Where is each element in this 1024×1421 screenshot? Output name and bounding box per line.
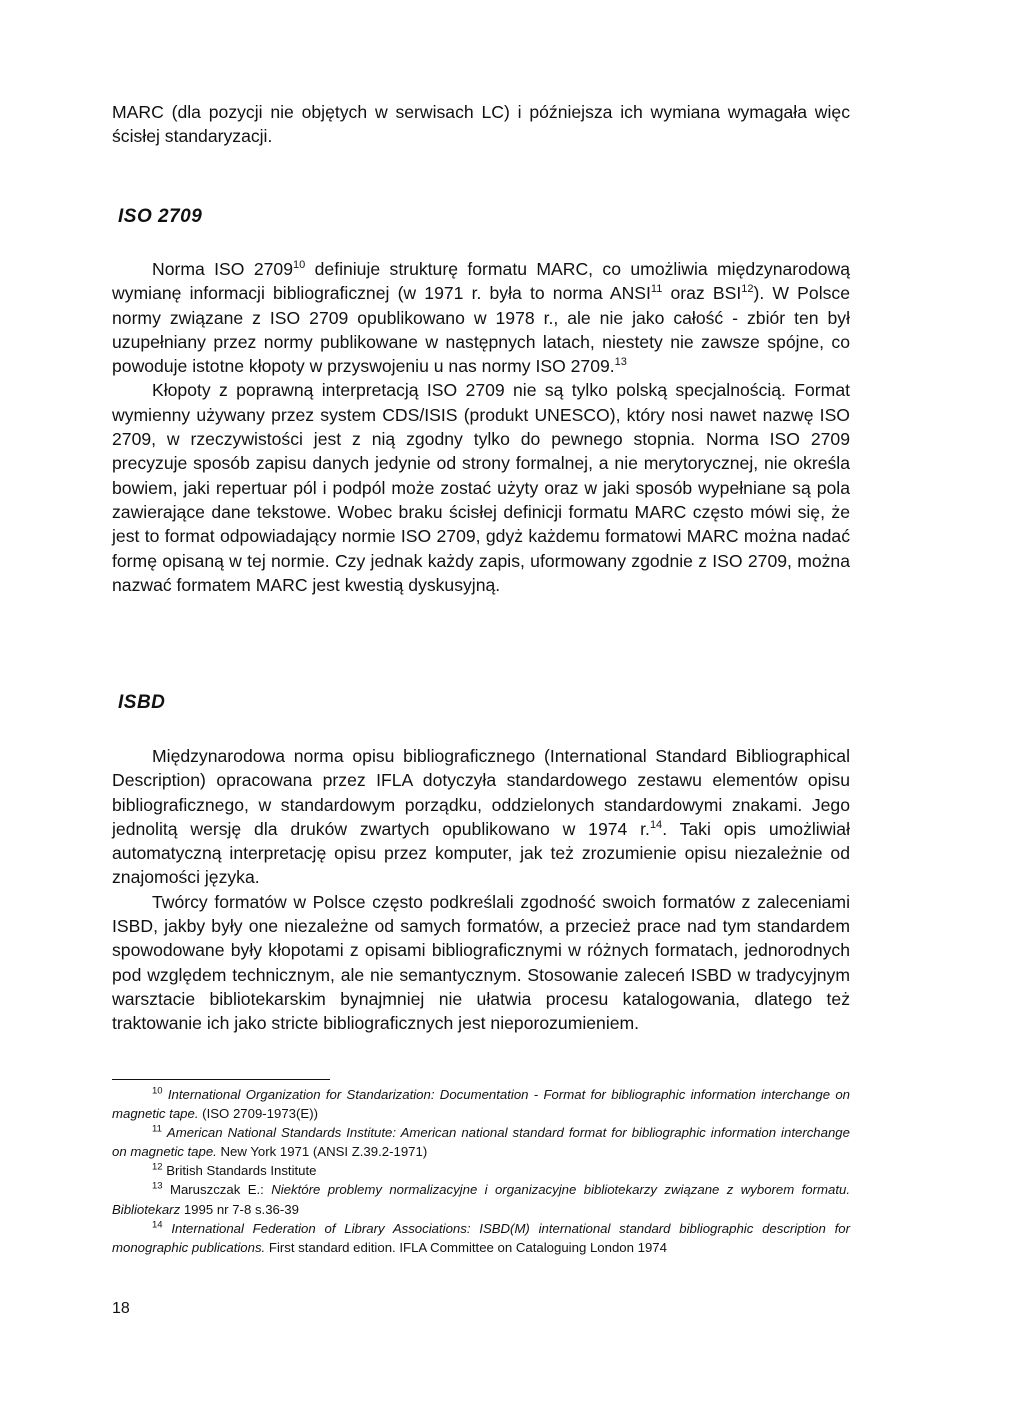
iso-p1-text-b: definiuje strukturę formatu MARC, co umożliwia międzynarodową wymianę informacji bibliograficznej (w 1971 r. była to norma ANSI: [112, 259, 851, 304]
footnote-10-plain: (ISO 2709-1973(E)): [198, 1106, 318, 1122]
isbd-p1-text-b: . Taki opis umożliwiał automatyczną interpretację opisu przez komputer, jak też zrozumienie opisu niezależnie od znajomości języka.: [112, 818, 850, 888]
footnote-14: [112, 1219, 850, 1257]
footnote-10: [112, 1085, 850, 1123]
isbd-section: [112, 744, 850, 1036]
iso-paragraph-1: [112, 257, 850, 378]
footnote-ref-13: 13: [614, 356, 627, 369]
footnote-ref-12: 12: [741, 283, 754, 296]
footnote-ref-14: 14: [649, 819, 663, 832]
footnote-ref-11: 11: [650, 283, 663, 296]
footnote-number: 13: [152, 1181, 163, 1193]
footnote-12: [112, 1161, 850, 1180]
footnote-14-plain: First standard edition. IFLA Committee on Cataloguing London 1974: [265, 1239, 667, 1255]
isbd-heading: ISBD: [118, 692, 166, 713]
iso-p1-text-d: ). W Polsce normy związane z ISO 2709 opublikowano w 1978 r., ale nie jako całość - zbiór ten był uzupełniany przez normy publikowane w następnych latach, niestety nie zawsze spójne, co powoduje istotne kłopoty w przyswojeniu u nas normy ISO 2709.: [112, 283, 850, 377]
isbd-paragraph-2: Twórcy formatów w Polsce często podkreślali zgodność swoich formatów z zaleceniami ISBD, jakby były one niezależne od samych formatów, a przecież prace nad tym standardem spowodowane były kłopotami z opisami bibliograficznymi w różnych formatach, jednorodnych pod względem technicznym, ale nie semantycznym. Stosowanie zaleceń ISBD w tradycyjnym warsztacie bibliotekarskim bynajmniej nie ułatwia procesu katalogowania, dlatego też traktowanie ich jako stricte bibliograficznych jest nieporozumieniem.: [112, 891, 850, 1034]
footnote-number: 11: [152, 1123, 162, 1135]
footnote-14-italic: International Federation of Library Associations: ISBD(M) international standard bibliographic description for monographic publications.: [112, 1220, 850, 1255]
footnote-11: [112, 1123, 850, 1161]
footnote-number: 10: [152, 1085, 163, 1097]
iso-2709-heading: ISO 2709: [118, 206, 203, 227]
isbd-paragraph-1: [112, 744, 850, 890]
footnote-separator: [112, 1079, 330, 1080]
iso-2709-section: [112, 257, 850, 597]
footnote-13: [112, 1180, 850, 1218]
iso-p1-text-a: Norma ISO 2709: [152, 259, 293, 279]
footnote-number: 12: [152, 1161, 163, 1173]
footnote-ref-10: 10: [293, 259, 306, 272]
intro-section: [112, 100, 850, 149]
intro-paragraph: MARC (dla pozycji nie objętych w serwisach LC) i późniejsza ich wymiana wymagała więc ścisłej standaryzacji.: [112, 102, 850, 147]
footnote-13-italic: Niektóre problemy normalizacyjne i organizacyjne bibliotekarzy związane z wyborem formatu. Bibliotekarz: [112, 1182, 850, 1217]
isbd-p1-text-a: Międzynarodowa norma opisu bibliograficznego (International Standard Bibliographical Description) opracowana przez IFLA dotyczyła standardowego zestawu elementów opisu bibliograficznego, w standardowym porządku, oddzielonych standardowymi znakami. Jego jednolitą wersję dla druków zwartych opublikowano w 1974 r.: [112, 746, 850, 839]
footnote-13-plain-2: 1995 nr 7-8 s.36-39: [180, 1201, 299, 1217]
footnote-11-italic: American National Standards Institute: American national standard format for bibliographic information interchange on magnetic tape.: [112, 1125, 850, 1160]
footnote-13-plain: Maruszczak E.:: [169, 1182, 272, 1198]
iso-paragraph-2: Kłopoty z poprawną interpretacją ISO 2709 nie są tylko polską specjalnością. Format wymienny używany przez system CDS/ISIS (produkt UNESCO), który nosi nawet nazwę ISO 2709, w rzeczywistości jest z nią zgodny tylko do pewnego stopnia. Norma ISO 2709 precyzuje sposób zapisu danych jedynie od strony formalnej, a nie merytorycznej, nie określa bowiem, jaki repertuar pól i podpól może zostać użyty oraz w jaki sposób wypełniane są pola zawierające dane tekstowe. Wobec braku ścisłej definicji formatu MARC często mówi się, że jest to format odpowiadający normie ISO 2709, gdyż każdemu formatowi MARC można nadać formę opisaną w tej normie. Czy jednak każdy zapis, uformowany zgodnie z ISO 2709, można nazwać formatem MARC jest kwestią dyskusyjną.: [112, 380, 850, 595]
footnote-11-plain: New York 1971 (ANSI Z.39.2-1971): [216, 1144, 428, 1160]
page-number: 18: [112, 1300, 130, 1317]
footnote-12-plain: British Standards Institute: [166, 1163, 317, 1179]
iso-p1-text-c: oraz BSI: [662, 283, 742, 304]
footnotes: [112, 1085, 850, 1257]
footnote-number: 14: [152, 1219, 163, 1231]
footnote-10-italic: International Organization for Standarization: Documentation - Format for bibliographic information interchange on magnetic tape.: [112, 1087, 850, 1122]
